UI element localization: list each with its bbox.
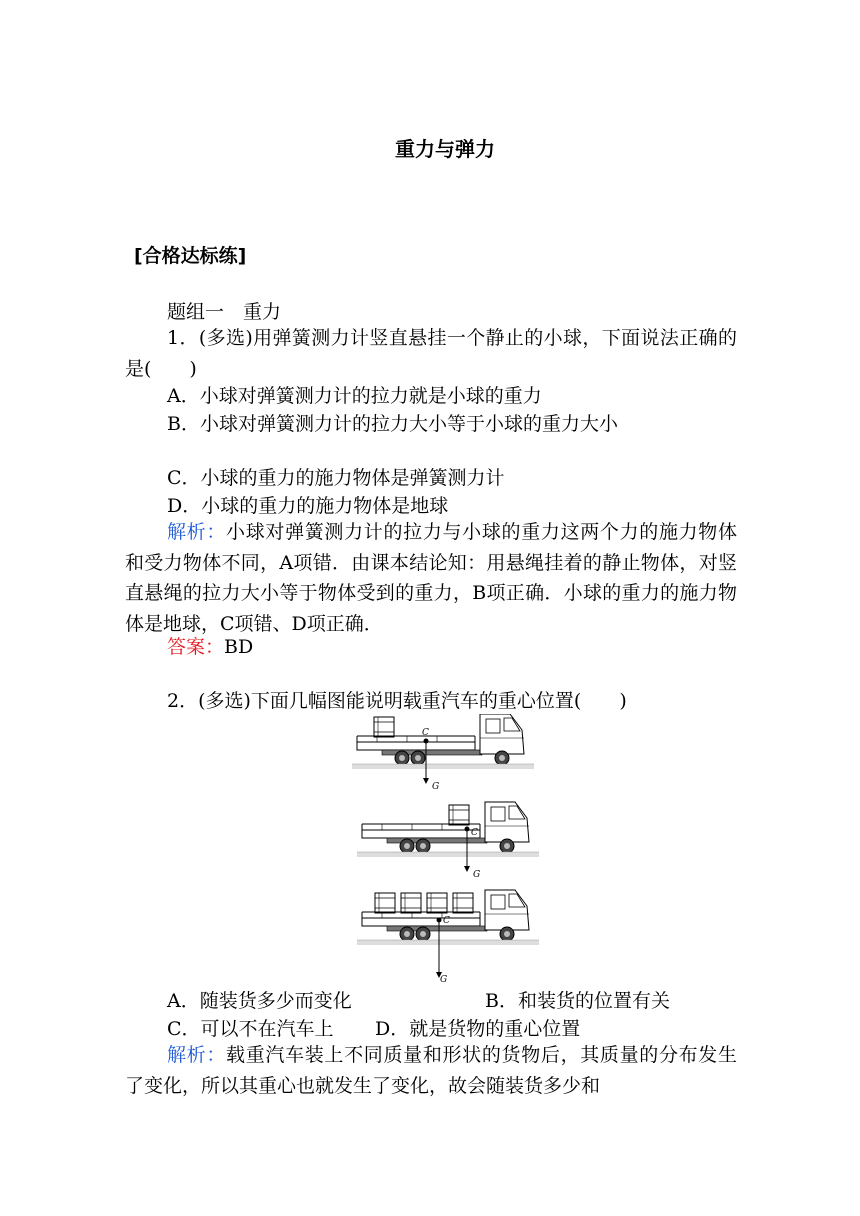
question-1-option-c: C．小球的重力的施力物体是弹簧测力计 xyxy=(167,467,505,489)
gravity-label-1: G xyxy=(432,782,440,792)
question-1-stem: 1．(多选)用弹簧测力计竖直悬挂一个静止的小球，下面说法正确的是( ) xyxy=(125,327,737,380)
group-heading: 题组一 重力 xyxy=(167,301,282,323)
analysis-text: 小球对弹簧测力计的拉力与小球的重力这两个力的施力物体和受力物体不同，A项错．由课本结论知：用悬绳挂着的静止物体，对竖直悬绳的拉力大小等于物体受到的重力，B项正确．小球的重力的施力物体是地球，C项错、D项正确． xyxy=(125,521,737,635)
page-title: 重力与弹力 xyxy=(395,137,495,161)
question-1-option-d: D．小球的重力的施力物体是地球 xyxy=(167,495,449,517)
truck-1 xyxy=(352,714,534,792)
question-2-analysis xyxy=(125,1040,737,1101)
analysis-text: 载重汽车装上不同质量和形状的货物后，其质量的分布发生了变化，所以其重心也就发生了变化，故会随装货多少和 xyxy=(125,1044,737,1097)
gravity-label-2: G xyxy=(473,870,481,880)
truck-diagrams xyxy=(352,714,542,982)
question-1-answer xyxy=(167,632,253,659)
center-label-3: C xyxy=(443,916,450,926)
question-2-option-c: C．可以不在汽车上 xyxy=(167,1018,334,1040)
question-2-stem: 2．(多选)下面几幅图能说明载重汽车的重心位置( ) xyxy=(167,690,627,712)
answer-text: BD xyxy=(224,636,254,658)
analysis-label: 解析： xyxy=(167,1044,227,1066)
question-1-option-b: B．小球对弹簧测力计的拉力大小等于小球的重力大小 xyxy=(167,413,618,435)
truck-3 xyxy=(357,890,539,982)
answer-label: 答案： xyxy=(167,636,225,658)
center-label-2: C xyxy=(471,828,478,838)
question-2-option-a: A．随装货多少而变化 xyxy=(167,990,352,1012)
question-2-option-b: B．和装货的位置有关 xyxy=(485,990,670,1012)
section-heading: [合格达标练] xyxy=(134,245,247,267)
question-1-option-a: A．小球对弹簧测力计的拉力就是小球的重力 xyxy=(167,385,542,407)
question-1-analysis xyxy=(125,517,737,639)
gravity-label-3: G xyxy=(440,975,448,982)
analysis-label: 解析： xyxy=(167,521,227,543)
center-label-1: C xyxy=(422,728,429,738)
truck-figure xyxy=(352,714,542,982)
question-2-option-d: D．就是货物的重心位置 xyxy=(375,1018,581,1040)
truck-2 xyxy=(357,802,539,880)
